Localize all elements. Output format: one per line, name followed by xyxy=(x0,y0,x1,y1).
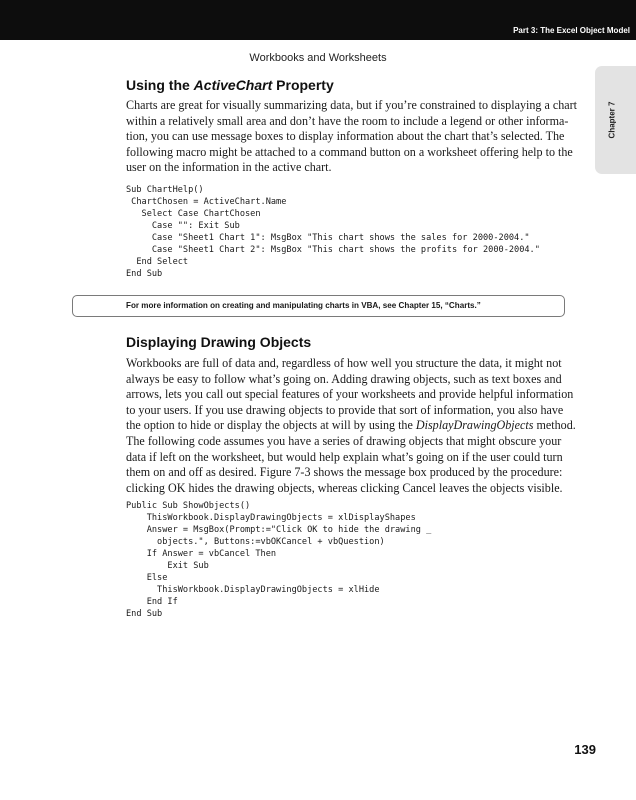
code-line: ThisWorkbook.DisplayDrawingObjects = xlDisplayShapes xyxy=(126,513,416,523)
code-line: Case "Sheet1 Chart 1": MsgBox "This chart shows the sales for 2000-2004." xyxy=(126,233,530,243)
code-line: ChartChosen = ActiveChart.Name xyxy=(126,197,287,207)
paragraph-line: following macro might be attached to a command button on a worksheet offering help to the xyxy=(126,144,573,159)
code-line: Case "": Exit Sub xyxy=(126,221,240,231)
section-heading-activechart xyxy=(126,77,334,93)
paragraph-line: Charts are great for visually summarizing data, but if you’re constrained to displaying a chart xyxy=(126,98,578,112)
paragraph-line: tion, you can use message boxes to display information about the chart that’s selected. The xyxy=(126,129,565,144)
section-heading-drawing-objects: Displaying Drawing Objects xyxy=(126,334,312,350)
code-line: Case "Sheet1 Chart 2": MsgBox "This chart shows the profits for 2000-2004." xyxy=(126,245,540,255)
code-line: Select Case ChartChosen xyxy=(126,209,261,219)
paragraph-line: data if left on the worksheet, but would help explain what’s going on if the user could turn xyxy=(126,449,563,464)
method-name: DisplayDrawingObjects xyxy=(415,418,534,433)
paragraph-activechart xyxy=(126,98,578,176)
paragraph-line: clicking OK hides the drawing objects, whereas clicking Cancel leaves the objects visible. xyxy=(126,480,563,495)
heading-emphasis: ActiveChart xyxy=(193,77,273,93)
code-listing-showobjects xyxy=(126,500,431,620)
paragraph-line: always be easy to follow what’s going on. Adding drawing objects, such as text boxes and xyxy=(126,371,562,386)
paragraph-line: them on and off as desired. Figure 7-3 shows the message box produced by the procedure: xyxy=(126,465,563,480)
heading-text: Property xyxy=(272,77,334,93)
code-line: Exit Sub xyxy=(126,561,209,571)
paragraph-line: to your users. If you use drawing objects to provide that sort of information, you also have xyxy=(126,402,564,417)
paragraph-line: within a relatively small area and don’t have the room to include a legend or other informa- xyxy=(126,113,569,128)
paragraph-line: Workbooks are full of data and, regardless of how well you structure the data, it might not xyxy=(126,356,562,370)
code-line: Answer = MsgBox(Prompt:="Click OK to hide the drawing _ xyxy=(126,525,432,535)
code-line: objects.", Buttons:=vbOKCancel + vbQuestion) xyxy=(126,537,385,547)
page-number: 139 xyxy=(574,742,596,757)
paragraph-line: arrows, lets you call out special features of your worksheets and provide helpful information xyxy=(126,387,574,402)
code-line: ThisWorkbook.DisplayDrawingObjects = xlHide xyxy=(126,585,380,595)
paragraph-line: user on the information in the active chart. xyxy=(126,160,332,175)
paragraph-line: The following code assumes you have a series of drawing objects that might obscure your xyxy=(126,433,562,448)
paragraph-text: the option to hide or display the objects at will by using the xyxy=(126,418,416,433)
code-line: End Select xyxy=(126,257,189,267)
paragraph-text: method. xyxy=(533,418,576,433)
paragraph-drawing-objects xyxy=(126,356,576,496)
code-listing-charthelp xyxy=(126,184,540,280)
code-line: Sub ChartHelp() xyxy=(126,185,204,195)
note-text: For more information on creating and manipulating charts in VBA, see Chapter 15, “Charts.” xyxy=(126,301,481,310)
code-line: If Answer = vbCancel Then xyxy=(126,549,277,559)
code-line: End If xyxy=(126,597,178,607)
paragraph-line xyxy=(126,418,576,434)
code-line: Else xyxy=(126,573,168,583)
chapter-tab-label: Chapter 7 xyxy=(607,101,617,139)
code-line: End Sub xyxy=(126,269,163,279)
code-line: Public Sub ShowObjects() xyxy=(126,501,251,511)
running-head: Workbooks and Worksheets xyxy=(249,52,387,64)
code-line: End Sub xyxy=(126,609,163,619)
heading-text: Using the xyxy=(126,77,194,93)
part-label: Part 3: The Excel Object Model xyxy=(513,26,630,35)
